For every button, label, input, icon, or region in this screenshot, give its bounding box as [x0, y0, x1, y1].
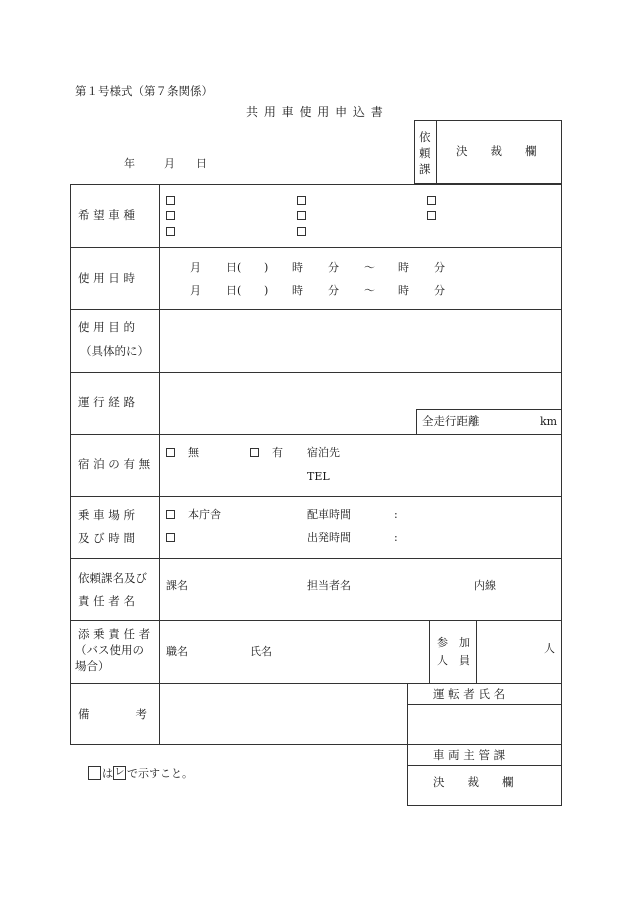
dt2-min2: 分 [434, 284, 445, 297]
participants-label: 参 加 [437, 636, 470, 649]
boarding-place2-checkbox[interactable] [166, 533, 175, 542]
vehicle-checkbox-3[interactable] [166, 227, 175, 236]
position-label: 職名 [166, 645, 188, 658]
dt2-min: 分 [328, 284, 339, 297]
dt1-tilde: ～ [364, 261, 375, 274]
boarding-place1-label: 本庁舎 [188, 508, 221, 521]
lodging-none-label: 無 [188, 446, 199, 459]
dt1-paren: ) [264, 261, 269, 274]
dt1-hour: 時 [292, 261, 303, 274]
requesting-dept-label: 依頼課 [419, 130, 431, 176]
lodging-destination-label: 宿泊先 [307, 446, 340, 459]
escort-label: 添 乗 責 任 者 [78, 627, 151, 641]
lodging-yes-checkbox[interactable] [250, 448, 259, 457]
participants-sublabel: 人 員 [437, 654, 470, 667]
vehicle-checkbox-7[interactable] [427, 196, 436, 205]
distance-unit: km [540, 415, 558, 428]
vehicle-checkbox-4[interactable] [297, 196, 306, 205]
vehicle-checkbox-2[interactable] [166, 211, 175, 220]
dt1-month: 月 [190, 261, 201, 274]
section-name-label: 課名 [166, 579, 188, 592]
dt2-hour: 時 [292, 284, 303, 297]
footnote-part2: で示すこと。 [127, 767, 193, 780]
dt2-hour2: 時 [398, 284, 409, 297]
route-label: 運 行 経 路 [78, 395, 135, 409]
footnote-empty-box-icon [88, 766, 101, 780]
form-number: 第１号様式（第７条関係） [75, 84, 213, 98]
dt2-tilde: ～ [364, 284, 375, 297]
vehicle-type-label: 希 望 車 種 [78, 208, 135, 222]
date-month: 月 [164, 157, 175, 170]
dispatch-time-label: 配車時間 [307, 508, 351, 521]
extension-label: 内線 [474, 579, 496, 592]
lodging-none-checkbox[interactable] [166, 448, 175, 457]
departure-time-colon: : [394, 531, 398, 544]
vehicle-checkbox-8[interactable] [427, 211, 436, 220]
distance-label: 全走行距離 [422, 414, 480, 428]
lodging-tel-label: TEL [307, 470, 330, 483]
footnote-check-mark: レ [114, 767, 125, 778]
purpose-label: 使 用 目 的 [78, 320, 135, 334]
dt2-day: 日( [226, 284, 242, 297]
vehicle-checkbox-5[interactable] [297, 211, 306, 220]
date-day: 日 [196, 157, 207, 170]
boarding-label: 乗 車 場 所 [78, 508, 135, 522]
dt2-paren: ) [264, 284, 269, 297]
dispatch-time-colon: : [394, 508, 398, 521]
purpose-sublabel: （具体的に） [80, 344, 149, 358]
driver-name-label: 運 転 者 氏 名 [433, 687, 506, 701]
dt2-month: 月 [190, 284, 201, 297]
remarks-label: 備 考 [78, 707, 147, 721]
vehicle-manager-label: 車 両 主 管 課 [433, 748, 506, 762]
dt1-min: 分 [328, 261, 339, 274]
dt1-hour2: 時 [398, 261, 409, 274]
purpose-input[interactable] [160, 310, 561, 372]
requester-label: 依頼課名及び [78, 571, 147, 585]
requester-sublabel: 責 任 者 名 [78, 594, 135, 608]
lodging-yes-label: 有 [272, 446, 283, 459]
footnote-checked-box-icon [113, 766, 126, 780]
approval-decision-label: 決 裁 欄 [456, 144, 537, 158]
vehicle-checkbox-6[interactable] [297, 227, 306, 236]
datetime-label: 使 用 日 時 [78, 271, 135, 285]
departure-time-label: 出発時間 [307, 531, 351, 544]
name-label: 氏名 [250, 645, 272, 658]
footnote-part1: は [102, 767, 113, 780]
vehicle-checkbox-1[interactable] [166, 196, 175, 205]
person-in-charge-label: 担当者名 [307, 579, 351, 592]
boarding-sublabel: 及 び 時 間 [78, 531, 135, 545]
remarks-input[interactable] [160, 684, 407, 744]
escort-sublabel: （バス使用の [75, 643, 144, 657]
manager-decision-label: 決 裁 欄 [433, 775, 514, 789]
escort-sublabel-2: 場合） [75, 659, 110, 673]
dt1-min2: 分 [434, 261, 445, 274]
people-unit: 人 [544, 642, 555, 655]
boarding-place1-checkbox[interactable] [166, 510, 175, 519]
page-title: 共 用 車 使 用 申 込 書 [246, 105, 384, 119]
lodging-label: 宿 泊 の 有 無 [78, 457, 151, 471]
dt1-day: 日( [226, 261, 242, 274]
date-year: 年 [124, 157, 135, 170]
